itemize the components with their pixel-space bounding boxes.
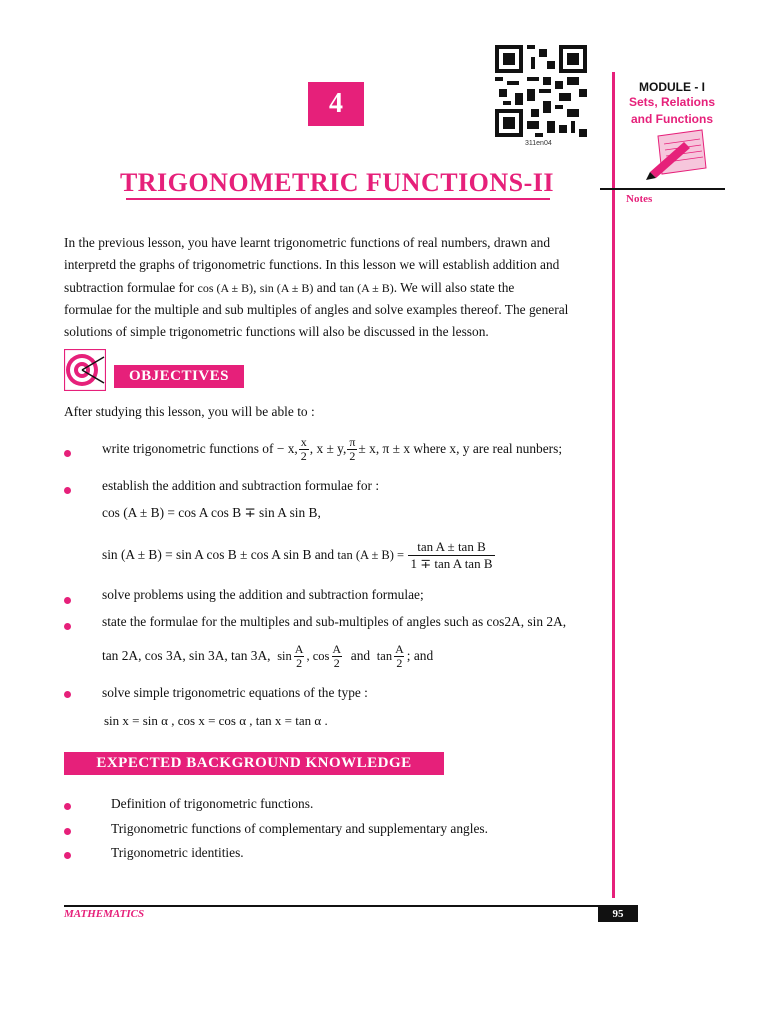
objectives-header: OBJECTIVES (114, 365, 244, 388)
formula-sin-addition: sin (A ± B) = sin A cos B ± cos A sin B and (102, 547, 335, 562)
math-neg-x: − x, (276, 441, 298, 456)
formula-tan-lhs: tan (A ± B) = (337, 547, 405, 562)
qr-caption: 311en04 (525, 140, 552, 147)
notepad-pencil-icon (640, 128, 710, 180)
formula-cos-addition: cos (A ± B) = cos A cos B ∓ sin A sin B, (102, 505, 321, 520)
intro-line: In the previous lesson, you have learnt trigonometric functions of real numbers, drawn and (64, 235, 551, 250)
background-item: Definition of trigonometric functions. (111, 796, 314, 811)
module-label (622, 80, 722, 128)
intro-paragraph (64, 232, 610, 343)
notes-label: Notes (626, 193, 653, 205)
bullet (64, 597, 71, 604)
fraction-a-over-2: $\frac{A}{2}$ (395, 641, 404, 670)
chapter-title: TRIGONOMETRIC FUNCTIONS-II (119, 168, 555, 197)
fraction-tan-addition: $\frac{\text{tan A ± tan B}}{\text{1 ∓ tan A tan B}}$ (410, 538, 493, 571)
objective-5: solve simple trigonometric equations of the type : (102, 685, 368, 700)
objective-text: tan 2A, cos 3A, sin 3A, tan 3A, (102, 648, 271, 663)
objectives-lead: After studying this lesson, you will be able to : (64, 404, 315, 419)
module-number: MODULE - I (639, 80, 705, 94)
objective-1 (102, 432, 562, 466)
math-cos: , cos (306, 648, 330, 663)
objective-text: write trigonometric functions of (102, 441, 274, 456)
objective-text: ± x, π ± x where x, y are real nunbers; (358, 441, 563, 456)
intro-and: and (316, 279, 337, 295)
formula-cos-ab: cos (A ± B) (197, 280, 254, 295)
target-icon (64, 349, 106, 391)
formula-sin-tan-addition (102, 538, 496, 572)
fraction-a-over-2: $\frac{A}{2}$ (332, 641, 342, 670)
math-tan: tan (376, 648, 393, 663)
bullet (64, 691, 71, 698)
formula-sin-ab: sin (A ± B) (259, 280, 314, 295)
bullet (64, 852, 71, 859)
fraction-x-over-2: $\frac{x}{2}$ (300, 434, 307, 463)
intro-text: . We will also state the (393, 279, 515, 295)
sidebar-divider (600, 188, 725, 190)
objective-3: solve problems using the addition and subtraction formulae; (102, 587, 424, 602)
title-underline (126, 198, 550, 200)
objective-4: state the formulae for the multiples and sub-multiples of angles such as cos2A, sin 2A, (102, 614, 567, 629)
fraction-pi-over-2: $\frac{\pi}{2}$ (349, 434, 356, 463)
background-item: Trigonometric functions of complementary and supplementary angles. (111, 821, 488, 836)
background-knowledge-header: EXPECTED BACKGROUND KNOWLEDGE (64, 752, 444, 775)
intro-line: solutions of simple trigonometric functions will also be discussed in the lesson. (64, 324, 489, 340)
objective-text: ; and (406, 648, 434, 663)
formula-tan-ab: tan (A ± B) (339, 280, 394, 295)
bullet (64, 487, 71, 494)
fraction-a-over-2: $\frac{A}{2}$ (294, 641, 304, 670)
intro-line: interpretd the graphs of trigonometric functions. In this lesson we will establish addition and (64, 257, 560, 273)
bullet (64, 623, 71, 630)
math-and: and (350, 648, 371, 663)
bullet (64, 803, 71, 810)
intro-line: formulae for the multiple and sub multiples of angles and solve examples thereof. The general (64, 301, 569, 317)
objective-2: establish the addition and subtraction formulae for : (102, 478, 380, 493)
background-item: Trigonometric identities. (111, 845, 244, 860)
margin-line (612, 72, 615, 898)
chapter-number-badge: 4 (308, 82, 364, 126)
qr-code-icon (495, 45, 587, 137)
footer-rule (64, 905, 620, 907)
math-sin: sin (277, 648, 292, 663)
objective-4-line2 (102, 639, 433, 673)
module-title-line1: Sets, Relations (628, 95, 716, 109)
page-number: 95 (598, 905, 638, 922)
intro-line: subtraction formulae for cos (A ± B), sin (A ± B) and tan (A ± B). We will also state the (64, 279, 515, 295)
math-x-pm-y: , x ± y, (309, 441, 347, 456)
formula-trig-equations: sin x = sin α , cos x = cos α , tan x = tan α . (104, 713, 328, 728)
bullet (64, 450, 71, 457)
intro-text: subtraction formulae for (64, 279, 195, 295)
footer-subject: MATHEMATICS (64, 908, 145, 920)
module-title-line2: and Functions (631, 112, 713, 126)
bullet (64, 828, 71, 835)
